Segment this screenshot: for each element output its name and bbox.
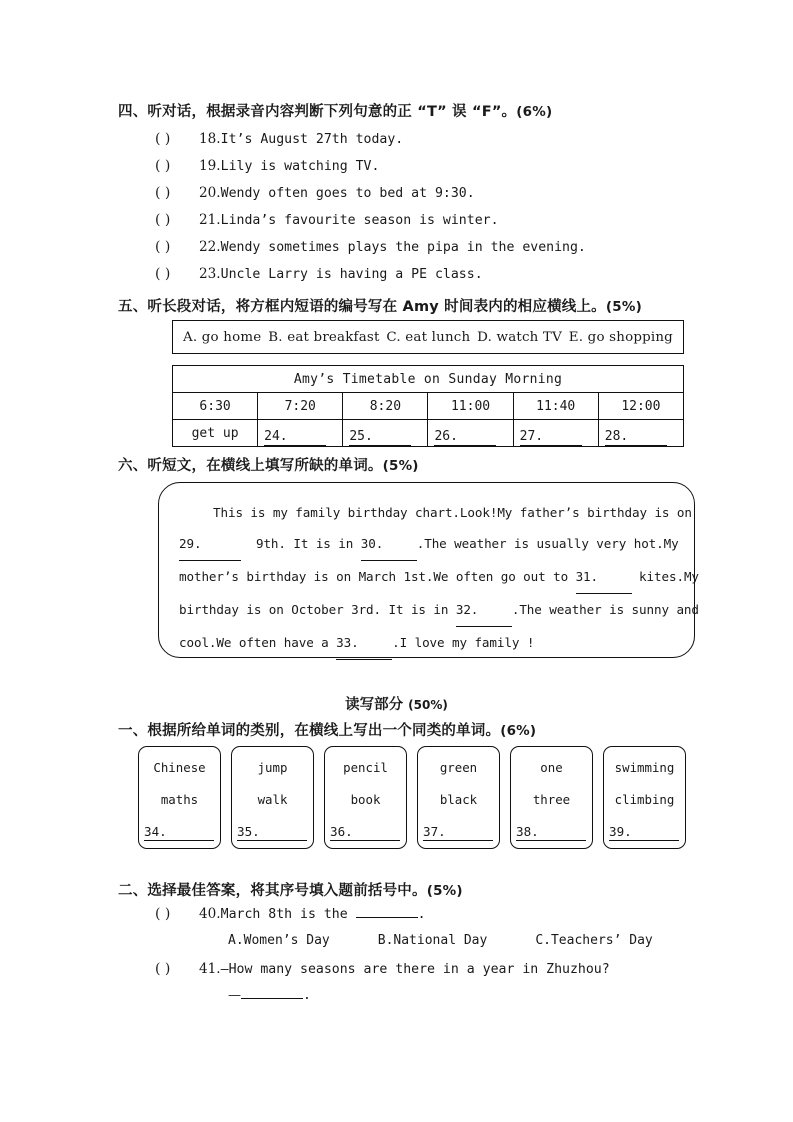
passage-text: This is my family birthday chart.Look!My father’s birthday is on	[213, 505, 692, 520]
question-number: 23.	[199, 266, 221, 282]
question-text: Linda’s favourite season is winter.	[220, 213, 499, 228]
timetable-time: 8:20	[343, 393, 428, 420]
word-card	[231, 746, 314, 849]
passage-line	[179, 497, 692, 528]
question-text: Wendy often goes to bed at 9:30.	[220, 186, 475, 201]
question-text: March 8th is the	[220, 907, 348, 922]
answer-blank[interactable]: 24.	[264, 429, 326, 446]
tf-item[interactable]	[155, 185, 475, 201]
answer-blank[interactable]	[241, 998, 303, 999]
passage-text: .The weather is usually very hot.My	[416, 536, 679, 551]
section-five-heading-text: 五、听长段对话，将方框内短语的编号写在 Amy 时间表内的相应横线上。	[118, 299, 606, 315]
answer-blank[interactable]: 27.	[520, 429, 582, 446]
blank-29[interactable]: 29.	[179, 528, 241, 561]
rw-section-one-heading	[118, 719, 536, 740]
passage-line	[179, 627, 674, 660]
phrase-option-b: B. eat breakfast	[268, 329, 380, 345]
section-six-points: (5%)	[382, 458, 419, 474]
section-five-points: (5%)	[605, 299, 642, 315]
answer-period: .	[303, 988, 311, 1003]
table-row	[173, 393, 684, 420]
answer-bracket[interactable]: ( )	[155, 906, 171, 922]
card-answer-blank[interactable]: 36.	[330, 824, 400, 841]
card-word-2: book	[350, 792, 381, 807]
question-text: Uncle Larry is having a PE class.	[220, 267, 483, 282]
timetable-answer-cell[interactable]	[428, 420, 513, 447]
question-number: 21.	[199, 212, 221, 228]
card-word-1: one	[540, 760, 563, 775]
passage-line	[179, 594, 699, 627]
blank-32[interactable]: 32.	[456, 594, 512, 627]
answer-blank[interactable]: 26.	[434, 429, 496, 446]
cloze-passage-box	[158, 482, 699, 658]
answer-blank[interactable]: 25.	[349, 429, 411, 446]
passage-text: .I love my family !	[392, 635, 535, 650]
timetable-time: 11:40	[513, 393, 598, 420]
answer-blank[interactable]	[356, 917, 418, 918]
timetable-answer-cell[interactable]	[598, 420, 683, 447]
passage-text: birthday is on October 3rd. It is in	[179, 602, 449, 617]
answer-blank[interactable]: 28.	[605, 429, 667, 446]
answer-bracket[interactable]: ( )	[155, 131, 171, 147]
answer-bracket[interactable]: ( )	[155, 212, 171, 228]
question-number: 41.	[199, 961, 221, 977]
section-six-heading-text: 六、听短文，在横线上填写所缺的单词。	[118, 458, 383, 474]
card-word-2: black	[439, 792, 478, 807]
mc-item-41[interactable]	[155, 961, 610, 977]
timetable-title: Amy’s Timetable on Sunday Morning	[173, 366, 684, 393]
question-text: It’s August 27th today.	[220, 132, 404, 147]
timetable-time: 11:00	[428, 393, 513, 420]
passage-text: mother’s birthday is on March 1st.We often go out to	[179, 569, 569, 584]
passage-text: kites.My	[639, 569, 699, 584]
blank-33[interactable]: 33.	[336, 627, 392, 660]
blank-30[interactable]: 30.	[361, 528, 417, 561]
card-answer-blank[interactable]: 35.	[237, 824, 307, 841]
phrase-options-box	[172, 320, 684, 354]
question-text: —How many seasons are there in a year in Zhuzhou?	[220, 962, 610, 977]
word-card	[138, 746, 221, 849]
timetable-answer-cell[interactable]	[258, 420, 343, 447]
card-word-1: green	[439, 760, 478, 775]
answer-bracket[interactable]: ( )	[155, 158, 171, 174]
part-two-points: (50%)	[408, 698, 448, 712]
section-four-points: (6%)	[516, 104, 553, 120]
passage-line	[179, 561, 699, 594]
question-number: 20.	[199, 185, 221, 201]
card-word-1: pencil	[343, 760, 388, 775]
section-six-heading	[118, 454, 419, 475]
card-word-2: maths	[160, 792, 199, 807]
timetable-activity: get up	[173, 420, 258, 447]
tf-item[interactable]	[155, 158, 379, 174]
rw-section-two-heading-text: 二、选择最佳答案，将其序号填入题前括号中。	[118, 883, 427, 899]
tf-item[interactable]	[155, 239, 586, 255]
mc-option-b[interactable]: B.National Day	[377, 933, 488, 948]
passage-text: .The weather is sunny and	[511, 602, 699, 617]
card-answer-blank[interactable]: 39.	[609, 824, 679, 841]
card-word-2: three	[532, 792, 571, 807]
question-number: 19.	[199, 158, 221, 174]
phrase-option-c: C. eat lunch	[386, 329, 471, 345]
blank-31[interactable]: 31.	[576, 561, 632, 594]
question-number: 22.	[199, 239, 221, 255]
part-two-title-text: 读写部分	[345, 697, 404, 713]
rw-section-two-points: (5%)	[426, 883, 463, 899]
passage-line	[179, 528, 679, 561]
table-row	[173, 420, 684, 447]
passage-text: 9th. It is in	[255, 536, 354, 551]
table-row	[173, 366, 684, 393]
mc-item-40[interactable]	[155, 906, 426, 922]
question-period: .	[417, 907, 426, 922]
tf-item[interactable]	[155, 266, 483, 282]
question-number: 40.	[199, 906, 221, 922]
section-five-heading	[118, 295, 642, 316]
answer-bracket[interactable]: ( )	[155, 185, 171, 201]
answer-bracket[interactable]: ( )	[155, 266, 171, 282]
mc-answer-line-41[interactable]	[228, 988, 311, 1003]
word-category-cards	[138, 746, 686, 849]
rw-section-one-heading-text: 一、根据所给单词的类别，在横线上写出一个同类的单词。	[118, 723, 501, 739]
timetable-answer-cell[interactable]	[343, 420, 428, 447]
timetable-time: 6:30	[173, 393, 258, 420]
card-answer-blank[interactable]: 34.	[144, 824, 214, 841]
section-four-heading-text: 四、听对话，根据录音内容判断下列句意的正 “T” 误 “F”。	[118, 104, 517, 120]
answer-dash: —	[228, 988, 241, 1003]
rw-section-one-points: (6%)	[500, 723, 537, 739]
mc-options-40	[228, 933, 653, 948]
card-answer-blank[interactable]: 37.	[423, 824, 493, 841]
passage-text: cool.We often have a	[179, 635, 329, 650]
question-text: Lily is watching TV.	[220, 159, 380, 174]
word-card	[417, 746, 500, 849]
phrase-option-e: E. go shopping	[568, 329, 673, 345]
tf-item[interactable]	[155, 212, 499, 228]
rw-section-two-heading	[118, 879, 463, 900]
section-four-heading	[118, 100, 552, 121]
phrase-option-a: A. go home	[183, 329, 262, 345]
mc-option-c[interactable]: C.Teachers’ Day	[535, 933, 653, 948]
word-card	[510, 746, 593, 849]
timetable-time: 12:00	[598, 393, 683, 420]
mc-option-a[interactable]: A.Women’s Day	[228, 933, 330, 948]
word-card	[324, 746, 407, 849]
question-number: 18.	[199, 131, 221, 147]
card-word-2: climbing	[614, 792, 675, 807]
timetable-answer-cell[interactable]	[513, 420, 598, 447]
phrase-option-d: D. watch TV	[477, 329, 562, 345]
question-text: Wendy sometimes plays the pipa in the evening.	[220, 240, 586, 255]
answer-bracket[interactable]: ( )	[155, 239, 171, 255]
card-answer-blank[interactable]: 38.	[516, 824, 586, 841]
card-word-1: swimming	[614, 760, 675, 775]
timetable-time: 7:20	[258, 393, 343, 420]
card-word-2: walk	[257, 792, 288, 807]
amy-timetable	[172, 365, 684, 447]
part-two-title	[0, 693, 793, 714]
tf-item[interactable]	[155, 131, 403, 147]
card-word-1: Chinese	[153, 760, 206, 775]
card-word-1: jump	[257, 760, 288, 775]
word-card	[603, 746, 686, 849]
answer-bracket[interactable]: ( )	[155, 961, 171, 977]
